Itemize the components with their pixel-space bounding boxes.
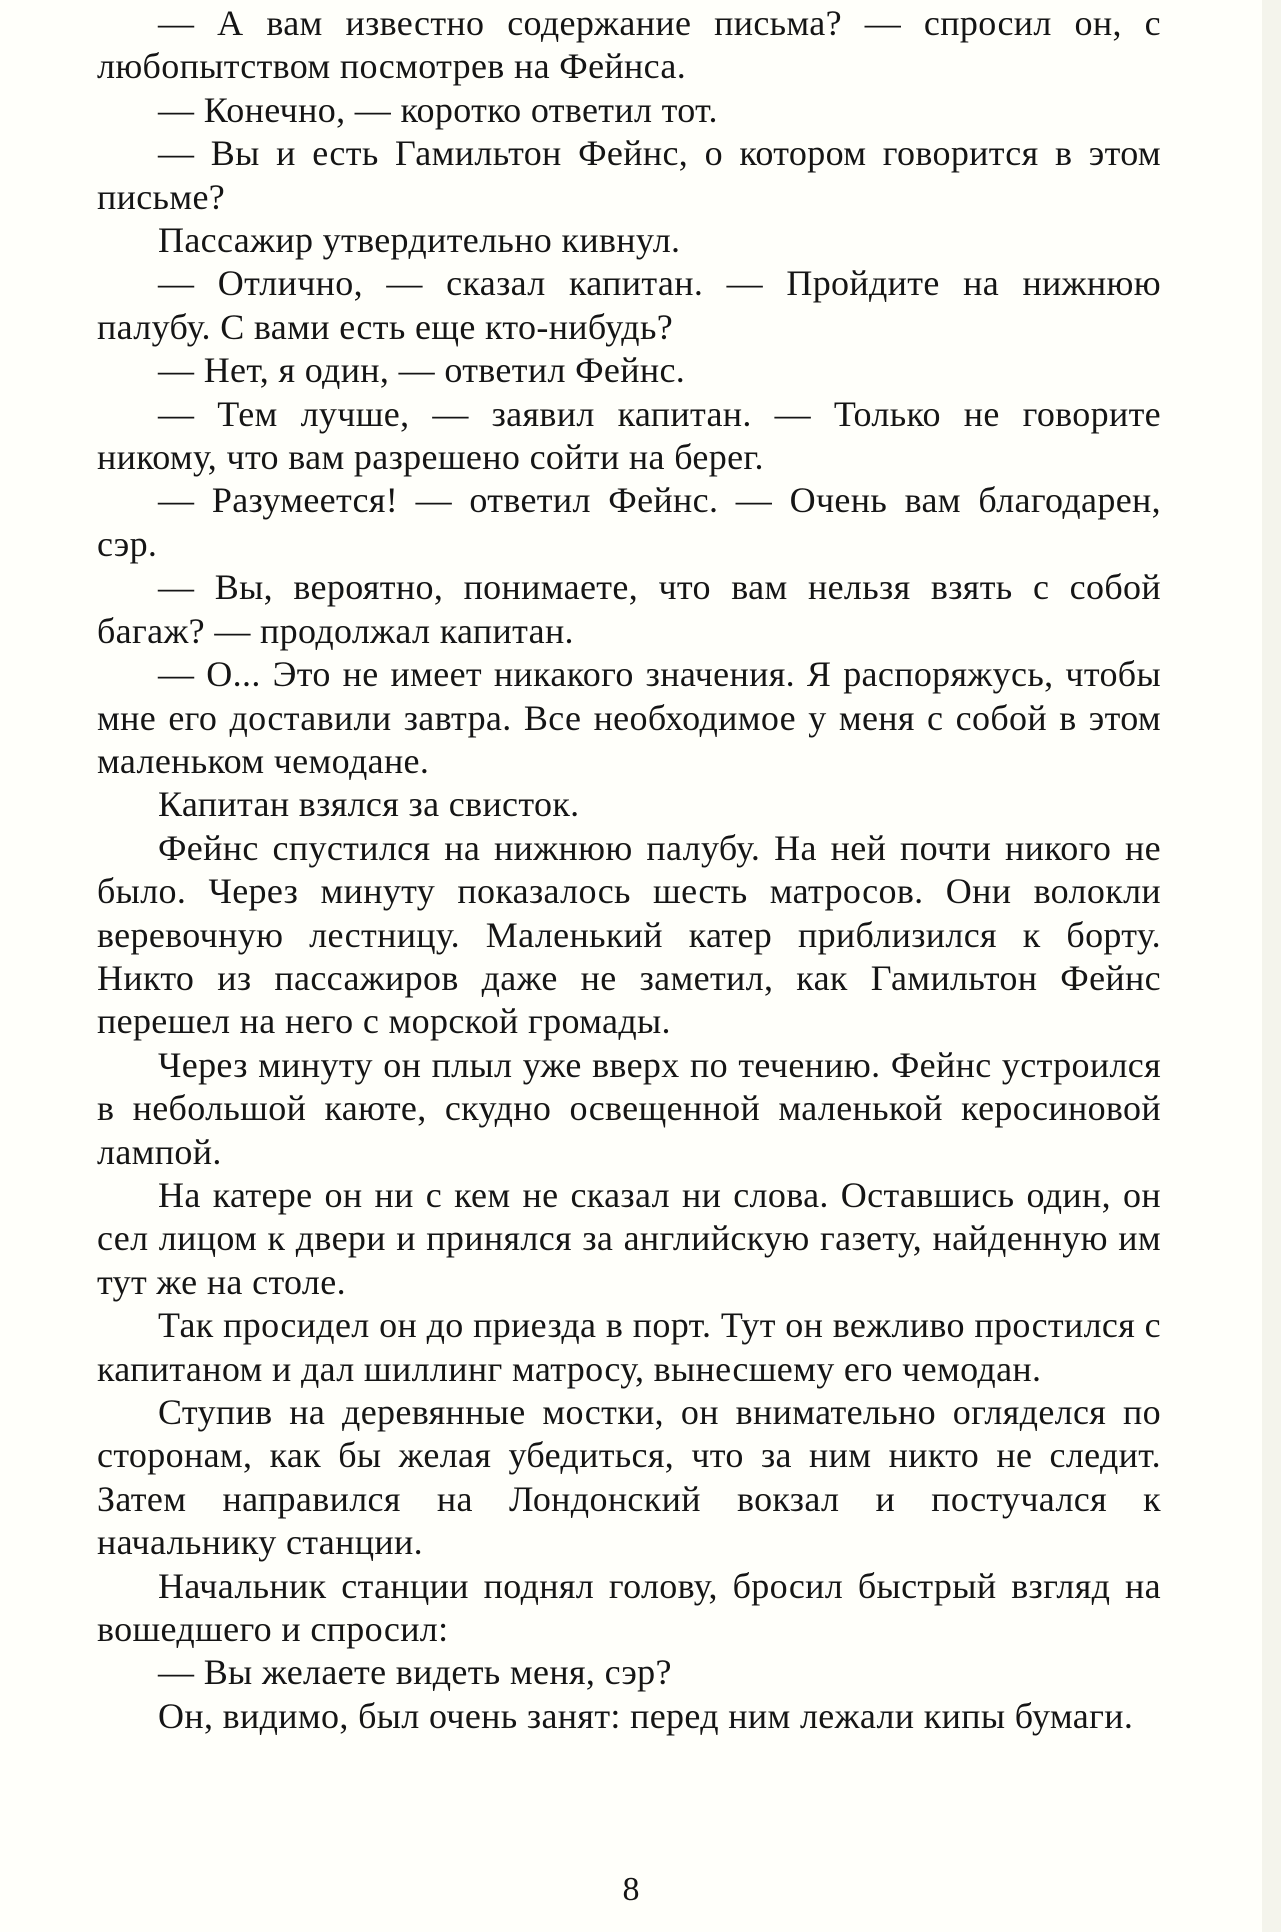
paragraph: — Тем лучше, — заявил капитан. — Только не говорите никому, что вам разрешено сойти на берег.: [97, 393, 1161, 478]
body-text: [97, 2, 1161, 1738]
paragraph: Фейнс спустился на нижнюю палубу. На ней почти никого не было. Через минуту показалось шесть матросов. Они волокли веревочную лестницу. Маленький катер приблизился к борту. Никто из пассажиров даже не заметил, как Гамильтон Фейнс перешел на него с морской громады.: [97, 827, 1161, 1042]
paragraph: Ступив на деревянные мостки, он внимательно огляделся по сторонам, как бы желая убедиться, что за ним никто не следит. Затем направился на Лондонский вокзал и постучался к начальнику станции.: [97, 1392, 1161, 1563]
paragraph: Через минуту он плыл уже вверх по течению. Фейнс устроился в небольшой каюте, скудно освещенной маленькой керосиновой лампой.: [97, 1044, 1161, 1172]
page-edge: [1262, 0, 1281, 1932]
paragraph: — Конечно, — коротко ответил тот.: [158, 89, 718, 130]
paragraph: — Разумеется! — ответил Фейнс. — Очень вам благодарен, сэр.: [97, 480, 1161, 564]
paragraph: Пассажир утвердительно кивнул.: [158, 220, 681, 261]
paragraph: Так просидел он до приезда в порт. Тут он вежливо простился с капитаном и дал шиллинг матросу, вынесшему его чемодан.: [97, 1305, 1161, 1389]
page-number: 8: [622, 1871, 640, 1908]
paragraph: На катере он ни с кем не сказал ни слова. Оставшись один, он сел лицом к двери и принялся за английскую газету, найденную им тут же на столе.: [97, 1174, 1161, 1302]
paragraph: — А вам известно содержание письма? — спросил он, с любопытством посмотрев на Фейнса.: [97, 3, 1161, 87]
paragraph: — О... Это не имеет никакого значения. Я распоряжусь, чтобы мне его доставили завтра. Все необходимое у меня с собой в этом маленьком чемодане.: [97, 654, 1161, 781]
paragraph: — Нет, я один, — ответил Фейнс.: [158, 350, 686, 391]
paragraph: Капитан взялся за свисток.: [158, 784, 580, 825]
paragraph: — Вы, вероятно, понимаете, что вам нельзя взять с собой багаж? — продолжал капитан.: [97, 567, 1161, 651]
paragraph: Он, видимо, был очень занят: перед ним лежали кипы бумаги.: [158, 1695, 1134, 1736]
paragraph: — Отлично, — сказал капитан. — Пройдите на нижнюю палубу. С вами есть еще кто-нибудь?: [97, 263, 1161, 347]
paragraph: — Вы и есть Гамильтон Фейнс, о котором говорится в этом письме?: [97, 133, 1161, 217]
paragraph: — Вы желаете видеть меня, сэр?: [158, 1652, 672, 1693]
paragraph: Начальник станции поднял голову, бросил быстрый взгляд на вошедшего и спросил:: [97, 1565, 1161, 1650]
